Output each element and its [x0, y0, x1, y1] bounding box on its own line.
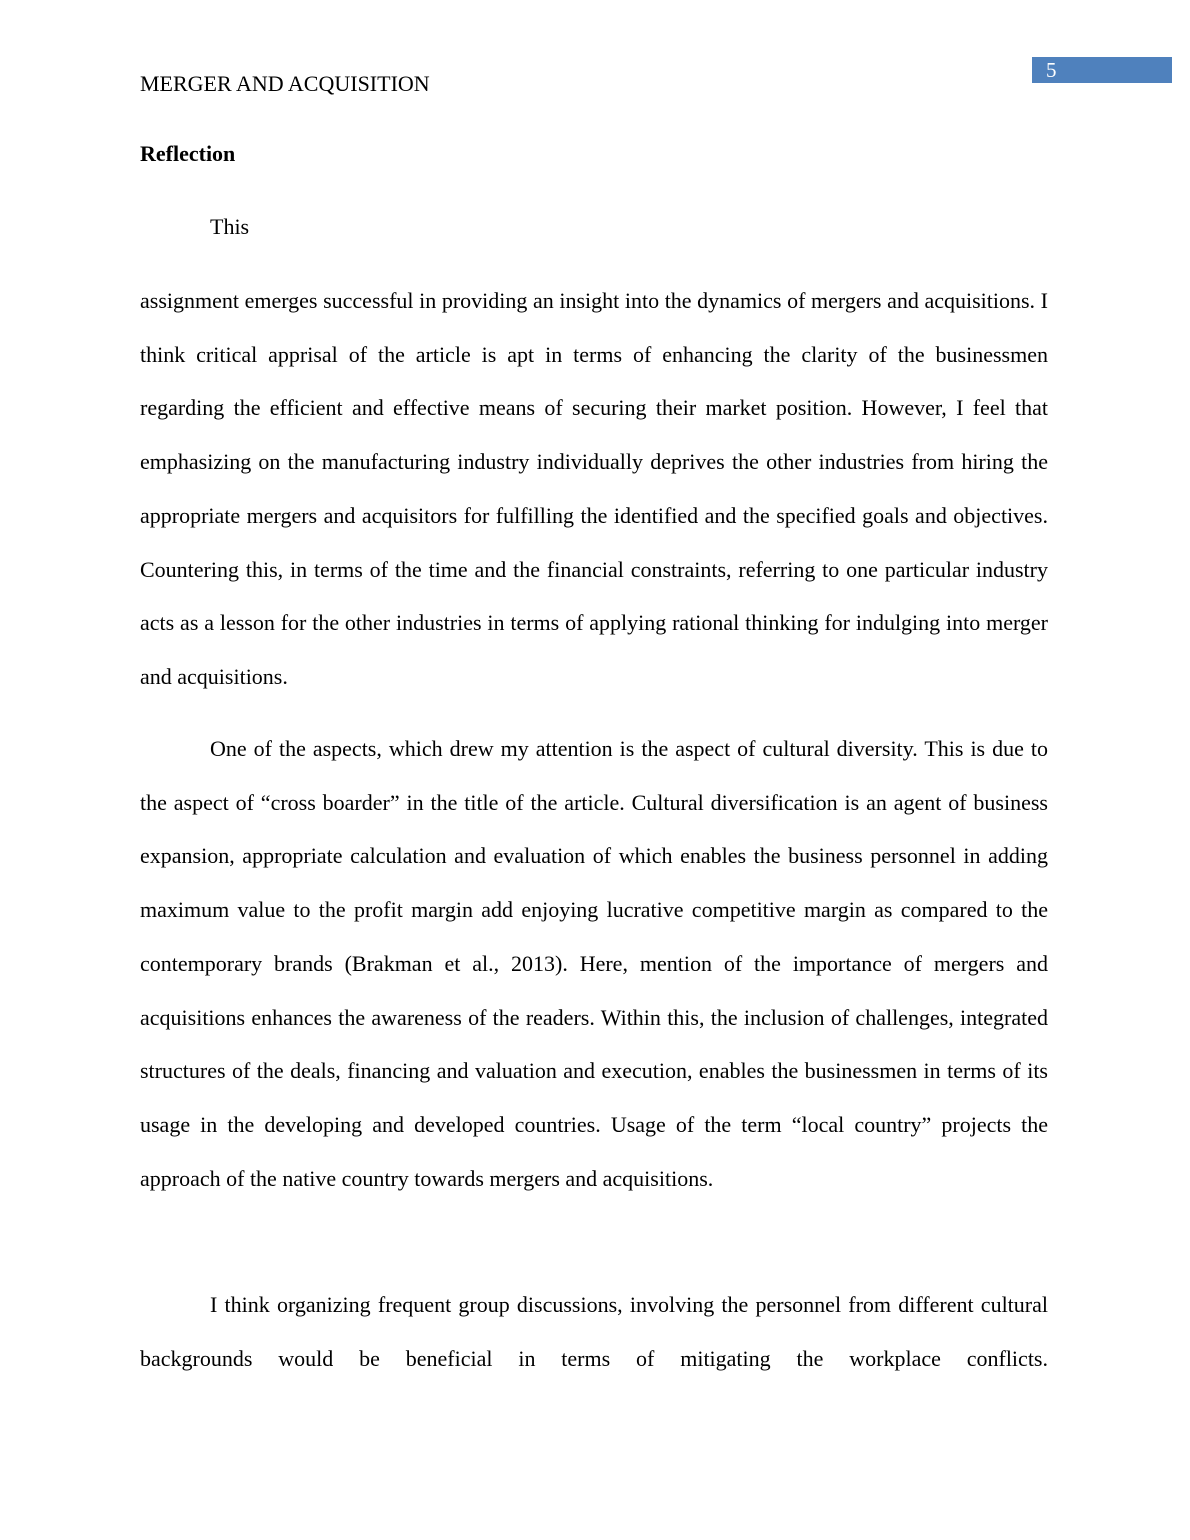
body-paragraph-3: I think organizing frequent group discussions, involving the personnel from different cultural backgrounds would be beneficial in terms of mitigating the workplace conflicts.: [140, 1292, 1048, 1371]
body-paragraph-1: assignment emerges successful in providing an insight into the dynamics of mergers and acquisitions. I think critical apprisal of the article is apt in terms of enhancing the clarity of the businessmen regarding the efficient and effective means of securing their market position. However, I feel that emphasizing on the manufacturing industry individually deprives the other industries from hiring the appropriate mergers and acquisitors for fulfilling the identified and the specified goals and objectives. Countering this, in terms of the time and the financial constraints, referring to one particular industry acts as a lesson for the other industries in terms of applying rational thinking for indulging into merger and acquisitions.: [140, 288, 1048, 689]
page-number-badge: [1032, 57, 1172, 83]
page-number: 5: [1046, 58, 1057, 82]
paragraph-first-word: This: [210, 214, 250, 239]
body-paragraph-2: One of the aspects, which drew my attention is the aspect of cultural diversity. This is due to the aspect of “cross boarder” in the title of the article. Cultural diversification is an agent of business expansion, appropriate calculation and evaluation of which enables the business personnel in adding maximum value to the profit margin add enjoying lucrative competitive margin as compared to the contemporary brands (Brakman et al., 2013). Here, mention of the importance of mergers and acquisitions enhances the awareness of the readers. Within this, the inclusion of challenges, integrated structures of the deals, financing and valuation and execution, enables the businessmen in terms of its usage in the developing and developed countries. Usage of the term “local country” projects the approach of the native country towards mergers and acquisitions.: [140, 736, 1048, 1191]
section-heading: Reflection: [140, 141, 236, 166]
running-head: MERGER AND ACQUISITION: [140, 71, 430, 96]
